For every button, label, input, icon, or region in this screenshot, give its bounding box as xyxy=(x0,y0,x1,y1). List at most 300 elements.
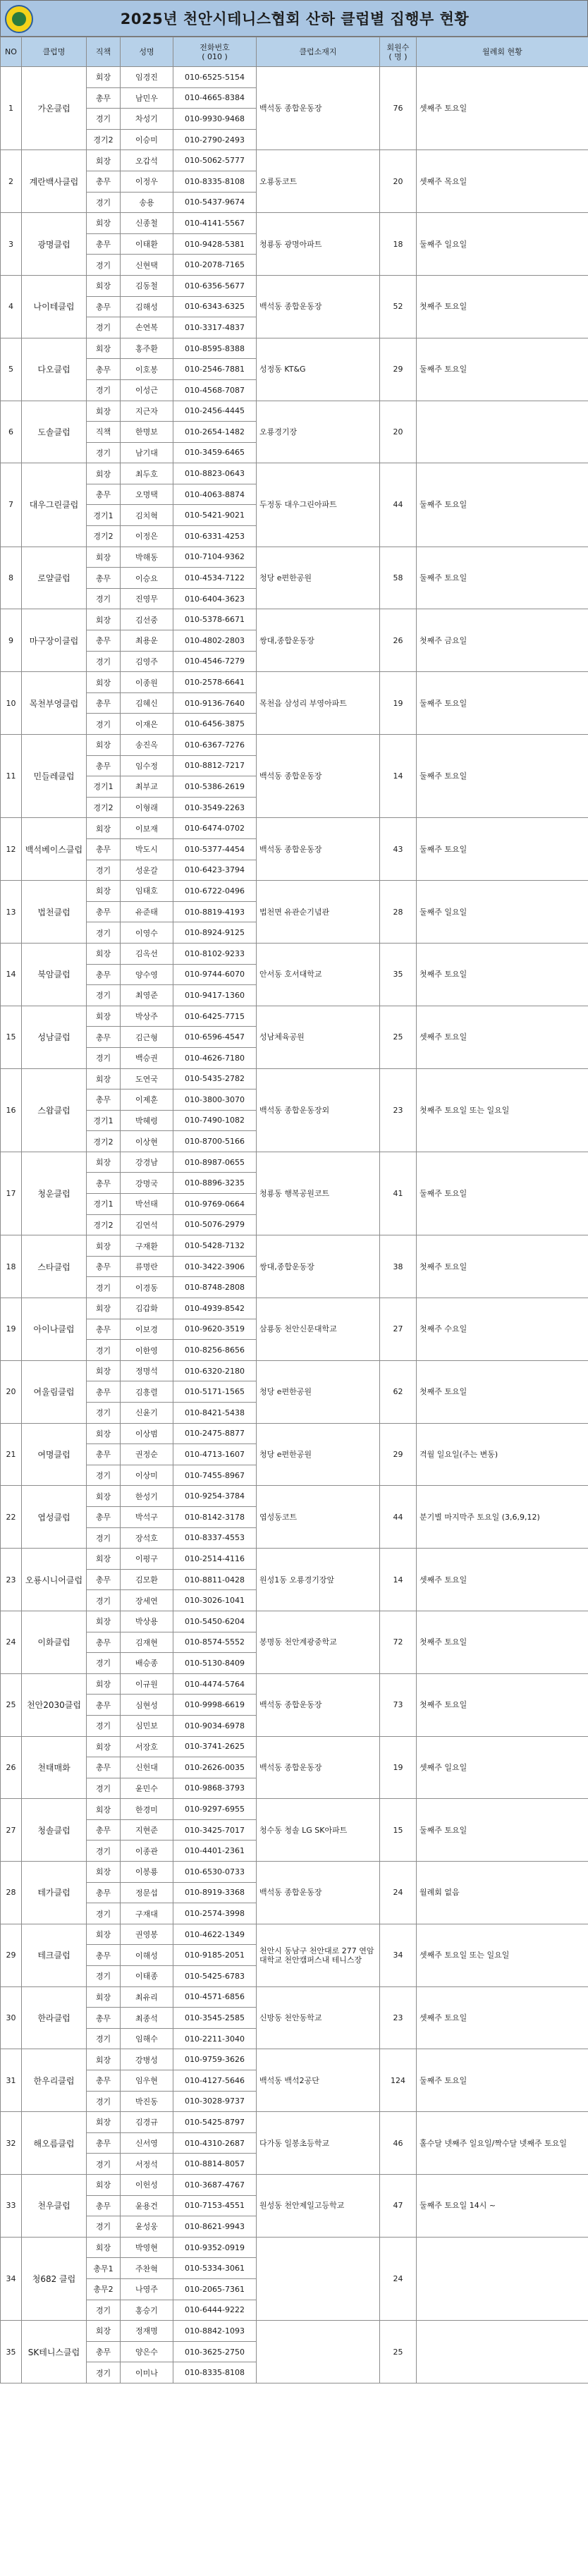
officer-phone: 010-4141-5567 xyxy=(173,213,257,234)
officer-phone: 010-2065-7361 xyxy=(173,2278,257,2300)
officer-role: 회장 xyxy=(87,2112,121,2133)
club-notes: 격월 일요일(주는 변동) xyxy=(417,1423,588,1486)
table-row xyxy=(1,463,588,484)
club-court: 삼룡동 천안신문대학교 xyxy=(257,1298,380,1361)
officer-role: 회장 xyxy=(87,1298,121,1319)
officer-phone: 010-4571-6856 xyxy=(173,1986,257,2008)
officer-role: 회장 xyxy=(87,1611,121,1632)
club-members: 44 xyxy=(380,1486,417,1549)
club-members: 14 xyxy=(380,735,417,818)
officer-role: 회장 xyxy=(87,1152,121,1173)
officer-name: 류명란 xyxy=(121,1256,173,1277)
club-court: 청수동 청솔 LG SK아파트 xyxy=(257,1799,380,1862)
club-notes: 셋째주 토요일 xyxy=(417,1006,588,1068)
club-no: 20 xyxy=(1,1360,22,1423)
club-no: 18 xyxy=(1,1235,22,1298)
officer-name: 윤성웅 xyxy=(121,2216,173,2238)
officer-role: 경기 xyxy=(87,1966,121,1987)
header-no: NO xyxy=(1,37,22,67)
officer-phone: 010-9620-3519 xyxy=(173,1319,257,1340)
header-phone xyxy=(173,37,257,67)
table-row xyxy=(1,1736,588,1757)
officer-phone: 010-4626-7180 xyxy=(173,1047,257,1068)
officer-name: 김흥렬 xyxy=(121,1381,173,1403)
officer-name: 정재명 xyxy=(121,2321,173,2342)
club-name: 북암클럽 xyxy=(22,943,87,1006)
club-court: 천안시 동남구 천안대로 277 연암대학교 천안캠퍼스내 테니스장 xyxy=(257,1924,380,1986)
officer-name: 이태환 xyxy=(121,233,173,255)
officer-phone: 010-3549-2263 xyxy=(173,797,257,818)
table-row xyxy=(1,735,588,756)
table-row xyxy=(1,67,588,88)
officer-name: 양은수 xyxy=(121,2341,173,2362)
club-no: 14 xyxy=(1,943,22,1006)
officer-name: 최용운 xyxy=(121,630,173,652)
club-court xyxy=(257,2321,380,2383)
officer-name: 이승요 xyxy=(121,568,173,589)
club-notes: 셋째주 토요일 xyxy=(417,1549,588,1611)
officer-name: 최영준 xyxy=(121,985,173,1006)
club-no: 8 xyxy=(1,547,22,609)
club-members: 26 xyxy=(380,609,417,672)
officer-role: 총무 xyxy=(87,233,121,255)
officer-role: 총무 xyxy=(87,171,121,192)
officer-phone: 010-8812-7217 xyxy=(173,755,257,776)
officer-phone: 010-2654-1482 xyxy=(173,422,257,443)
club-court: 백석동 종합운동장 xyxy=(257,1736,380,1799)
table-row xyxy=(1,1298,588,1319)
officer-role: 경기 xyxy=(87,442,121,463)
officer-phone: 010-2475-8877 xyxy=(173,1423,257,1444)
officer-name: 박선태 xyxy=(121,1194,173,1215)
club-name: 법천클럽 xyxy=(22,881,87,944)
club-no: 4 xyxy=(1,275,22,338)
officer-phone: 010-5334-3061 xyxy=(173,2258,257,2279)
club-name: 목천부영클럽 xyxy=(22,672,87,735)
officer-role: 총무 xyxy=(87,755,121,776)
officer-role: 회장 xyxy=(87,609,121,630)
officer-phone: 010-6367-7276 xyxy=(173,735,257,756)
officer-role: 경기 xyxy=(87,1778,121,1799)
officer-role: 회장 xyxy=(87,1486,121,1507)
officer-name: 박상용 xyxy=(121,1611,173,1632)
officer-role: 경기 xyxy=(87,2216,121,2238)
officer-name: 박석구 xyxy=(121,1506,173,1527)
club-members: 29 xyxy=(380,1423,417,1486)
club-no: 11 xyxy=(1,735,22,818)
officer-role: 경기 xyxy=(87,109,121,130)
officer-role: 총무 xyxy=(87,1173,121,1194)
header-club: 클럽명 xyxy=(22,37,87,67)
officer-role: 경기 xyxy=(87,1590,121,1611)
officer-role: 총무 xyxy=(87,87,121,109)
officer-role: 경기 xyxy=(87,192,121,213)
officer-name: 박상주 xyxy=(121,1006,173,1027)
officer-phone: 010-8814-8057 xyxy=(173,2154,257,2175)
club-court: 법천면 유관순기념관 xyxy=(257,881,380,944)
club-name: 여명클럽 xyxy=(22,1423,87,1486)
officer-role: 회장 xyxy=(87,1006,121,1027)
officer-role: 총무 xyxy=(87,1695,121,1716)
officer-name: 권정순 xyxy=(121,1444,173,1465)
officer-phone: 010-2574-3998 xyxy=(173,1903,257,1924)
club-court: 백석동 종합운동장 xyxy=(257,735,380,818)
officer-name: 진영무 xyxy=(121,588,173,609)
officer-phone: 010-8811-0428 xyxy=(173,1569,257,1590)
table-row xyxy=(1,1924,588,1945)
officer-name: 강경남 xyxy=(121,1152,173,1173)
officer-name: 서장호 xyxy=(121,1736,173,1757)
header-members-line2: ( 명 ) xyxy=(388,51,408,61)
officer-phone: 010-5171-1565 xyxy=(173,1381,257,1403)
officer-phone: 010-5062-5777 xyxy=(173,150,257,171)
officer-name: 장석호 xyxy=(121,1527,173,1549)
officer-phone: 010-2790-2493 xyxy=(173,129,257,150)
officer-name: 이정은 xyxy=(121,526,173,547)
club-notes: 월례회 없음 xyxy=(417,1862,588,1924)
table-row xyxy=(1,2112,588,2133)
club-members: 41 xyxy=(380,1152,417,1235)
officer-phone: 010-4939-8542 xyxy=(173,1298,257,1319)
club-notes: 둘째주 토요일 xyxy=(417,547,588,609)
officer-role: 총무 xyxy=(87,1506,121,1527)
officer-phone: 010-9759-3626 xyxy=(173,2049,257,2070)
club-notes xyxy=(417,2321,588,2383)
officer-name: 김혜신 xyxy=(121,692,173,714)
club-notes: 둘째주 토요일 xyxy=(417,1152,588,1235)
officer-name: 박진동 xyxy=(121,2091,173,2112)
officer-role: 회장 xyxy=(87,1736,121,1757)
club-no: 34 xyxy=(1,2237,22,2320)
officer-name: 김경규 xyxy=(121,2112,173,2133)
officer-role: 총무 xyxy=(87,838,121,860)
officer-name: 주찬혁 xyxy=(121,2258,173,2279)
officer-name: 차성기 xyxy=(121,109,173,130)
officer-name: 최부교 xyxy=(121,776,173,798)
club-members: 24 xyxy=(380,2237,417,2320)
officer-role: 경기2 xyxy=(87,129,121,150)
officer-phone: 010-7455-8967 xyxy=(173,1465,257,1486)
club-members: 28 xyxy=(380,881,417,944)
club-court: 백석동 종합운동장 xyxy=(257,275,380,338)
officer-name: 김옥선 xyxy=(121,943,173,964)
club-members: 52 xyxy=(380,275,417,338)
officer-phone: 010-6444-9222 xyxy=(173,2300,257,2321)
club-no: 22 xyxy=(1,1486,22,1549)
officer-name: 신윤기 xyxy=(121,1403,173,1424)
officer-phone: 010-3317-4837 xyxy=(173,317,257,338)
table-row xyxy=(1,150,588,171)
officer-role: 경기 xyxy=(87,2300,121,2321)
officer-name: 오명택 xyxy=(121,484,173,505)
officer-name: 이제훈 xyxy=(121,1089,173,1111)
officer-phone: 010-6525-5154 xyxy=(173,67,257,88)
officer-name: 김선중 xyxy=(121,609,173,630)
officer-name: 이봉룡 xyxy=(121,1862,173,1883)
club-notes xyxy=(417,401,588,463)
table-row xyxy=(1,1068,588,1089)
club-no: 10 xyxy=(1,672,22,735)
officer-phone: 010-3422-3906 xyxy=(173,1256,257,1277)
club-name: 로얄클럽 xyxy=(22,547,87,609)
officer-phone: 010-6404-3623 xyxy=(173,588,257,609)
officer-phone: 010-5378-6671 xyxy=(173,609,257,630)
club-notes: 둘째주 토요일 xyxy=(417,1799,588,1862)
club-court: 백석동 종합운동장 xyxy=(257,67,380,150)
officer-role: 경기1 xyxy=(87,505,121,526)
officer-phone: 010-8700-5166 xyxy=(173,1131,257,1152)
officer-role: 회장 xyxy=(87,275,121,296)
officer-role: 총무 xyxy=(87,2070,121,2092)
officer-role: 경기 xyxy=(87,922,121,944)
officer-phone: 010-4622-1349 xyxy=(173,1924,257,1945)
officer-phone: 010-8987-0655 xyxy=(173,1152,257,1173)
officer-role: 총무 xyxy=(87,296,121,317)
officer-phone: 010-8335-8108 xyxy=(173,2362,257,2383)
officer-role: 경기1 xyxy=(87,776,121,798)
club-court: 원성1동 오룡경기장앞 xyxy=(257,1549,380,1611)
table-row xyxy=(1,1862,588,1883)
club-notes: 첫째주 토요일 xyxy=(417,1611,588,1673)
officer-phone: 010-4474-5764 xyxy=(173,1673,257,1695)
officer-name: 강병성 xyxy=(121,2049,173,2070)
table-row xyxy=(1,672,588,693)
officer-role: 총무 xyxy=(87,1945,121,1966)
table-row xyxy=(1,1673,588,1695)
club-court: 청당 e편한공원 xyxy=(257,1423,380,1486)
table-row xyxy=(1,213,588,234)
officer-phone: 010-8421-5438 xyxy=(173,1403,257,1424)
officer-phone: 010-4310-2687 xyxy=(173,2132,257,2154)
officer-name: 이상범 xyxy=(121,1423,173,1444)
officer-phone: 010-2211-3040 xyxy=(173,2028,257,2049)
club-no: 25 xyxy=(1,1673,22,1736)
table-row xyxy=(1,2049,588,2070)
officer-phone: 010-9417-1360 xyxy=(173,985,257,1006)
table-row xyxy=(1,1423,588,1444)
officer-role: 회장 xyxy=(87,150,121,171)
officer-phone: 010-3687-4767 xyxy=(173,2174,257,2195)
officer-role: 총무 xyxy=(87,2195,121,2216)
club-members: 25 xyxy=(380,2321,417,2383)
club-name: 청솔클럽 xyxy=(22,1799,87,1862)
club-notes: 둘째주 토요일 xyxy=(417,338,588,401)
officer-role: 회장 xyxy=(87,2174,121,2195)
officer-phone: 010-8102-9233 xyxy=(173,943,257,964)
officer-role: 총무 xyxy=(87,484,121,505)
officer-name: 신종철 xyxy=(121,213,173,234)
table-row xyxy=(1,1235,588,1257)
club-court: 쌍대,종합운동장 xyxy=(257,609,380,672)
officer-role: 회장 xyxy=(87,67,121,88)
officer-role: 총무 xyxy=(87,1819,121,1841)
officer-role: 경기 xyxy=(87,714,121,735)
club-notes: 셋째주 토요일 또는 일요일 xyxy=(417,1924,588,1986)
officer-name: 이해성 xyxy=(121,1945,173,1966)
officer-role: 경기 xyxy=(87,651,121,672)
officer-name: 이종원 xyxy=(121,672,173,693)
officer-phone: 010-9744-6070 xyxy=(173,964,257,985)
officer-name: 신현택 xyxy=(121,255,173,276)
officer-role: 경기 xyxy=(87,2154,121,2175)
club-court: 청당 e편한공원 xyxy=(257,1360,380,1423)
officer-phone: 010-8819-4193 xyxy=(173,901,257,922)
club-name: 청운클럽 xyxy=(22,1152,87,1235)
officer-name: 한경미 xyxy=(121,1799,173,1820)
officer-phone: 010-6722-0496 xyxy=(173,881,257,902)
club-members: 62 xyxy=(380,1360,417,1423)
officer-name: 김치혁 xyxy=(121,505,173,526)
club-members: 20 xyxy=(380,401,417,463)
officer-name: 이정우 xyxy=(121,171,173,192)
club-no: 16 xyxy=(1,1068,22,1152)
officer-name: 이보경 xyxy=(121,1319,173,1340)
officer-name: 홍주환 xyxy=(121,338,173,359)
officer-phone: 010-3625-2750 xyxy=(173,2341,257,2362)
officer-phone: 010-6331-4253 xyxy=(173,526,257,547)
club-no: 12 xyxy=(1,818,22,881)
club-name: 천우클럽 xyxy=(22,2174,87,2237)
officer-role: 총무 xyxy=(87,1882,121,1903)
officer-role: 경기 xyxy=(87,1841,121,1862)
header-phone-line1: 전화번호 xyxy=(200,42,230,52)
officer-role: 회장 xyxy=(87,1862,121,1883)
officer-phone: 010-7490-1082 xyxy=(173,1110,257,1131)
club-no: 5 xyxy=(1,338,22,401)
club-court: 백석동 종합운동장외 xyxy=(257,1068,380,1152)
officer-name: 구재환 xyxy=(121,1235,173,1257)
club-no: 7 xyxy=(1,463,22,547)
officer-role: 총무 xyxy=(87,630,121,652)
table-row xyxy=(1,2237,588,2258)
officer-role: 총무 xyxy=(87,1089,121,1111)
table-row xyxy=(1,338,588,359)
officer-name: 이상미 xyxy=(121,1465,173,1486)
officer-name: 이승미 xyxy=(121,129,173,150)
officer-name: 이성근 xyxy=(121,379,173,401)
club-name: 여울림클럽 xyxy=(22,1360,87,1423)
officer-name: 이호봉 xyxy=(121,359,173,380)
officer-role: 총무 xyxy=(87,1381,121,1403)
officer-name: 한성기 xyxy=(121,1486,173,1507)
officer-role: 총무 xyxy=(87,1027,121,1048)
page-title: 2025년 천안시테니스협회 산하 클럽별 집행부 현황 xyxy=(120,11,470,28)
club-court: 두정동 대우그린아파트 xyxy=(257,463,380,547)
club-notes: 첫째주 토요일 또는 일요일 xyxy=(417,1068,588,1152)
club-name: 엽성클럽 xyxy=(22,1486,87,1549)
officer-name: 윤민수 xyxy=(121,1778,173,1799)
officer-role: 경기 xyxy=(87,255,121,276)
officer-name: 박혜령 xyxy=(121,1110,173,1131)
officer-name: 이영수 xyxy=(121,922,173,944)
officer-phone: 010-8256-8656 xyxy=(173,1340,257,1361)
club-members: 124 xyxy=(380,2049,417,2112)
club-name: 다오클럽 xyxy=(22,338,87,401)
club-notes: 첫째주 토요일 xyxy=(417,1360,588,1423)
officer-phone: 010-5425-6783 xyxy=(173,1966,257,1987)
club-court: 엽성동코트 xyxy=(257,1486,380,1549)
officer-role: 경기1 xyxy=(87,1110,121,1131)
header-notes: 월례회 현황 xyxy=(417,37,588,67)
officer-role: 경기 xyxy=(87,1527,121,1549)
club-no: 30 xyxy=(1,1986,22,2049)
officer-name: 이재은 xyxy=(121,714,173,735)
officer-phone: 010-8842-1093 xyxy=(173,2321,257,2342)
club-members: 20 xyxy=(380,150,417,213)
officer-phone: 010-6423-3794 xyxy=(173,860,257,881)
officer-phone: 010-3028-9737 xyxy=(173,2091,257,2112)
officer-name: 양수영 xyxy=(121,964,173,985)
header-name: 성명 xyxy=(121,37,173,67)
club-members: 15 xyxy=(380,1799,417,1862)
officer-role: 경기 xyxy=(87,1653,121,1674)
club-name: 한라클럽 xyxy=(22,1986,87,2049)
officer-name: 남기대 xyxy=(121,442,173,463)
club-members: 23 xyxy=(380,1068,417,1152)
officer-phone: 010-4713-1607 xyxy=(173,1444,257,1465)
officer-phone: 010-2578-6641 xyxy=(173,672,257,693)
officer-name: 박해동 xyxy=(121,547,173,568)
officer-name: 송진옥 xyxy=(121,735,173,756)
club-court: 원성동 천안제일고등학교 xyxy=(257,2174,380,2237)
club-no: 23 xyxy=(1,1549,22,1611)
officer-name: 도연국 xyxy=(121,1068,173,1089)
officer-phone: 010-3741-2625 xyxy=(173,1736,257,1757)
officer-name: 배승종 xyxy=(121,1653,173,1674)
club-court: 오룡동코트 xyxy=(257,150,380,213)
title-bar xyxy=(0,0,588,37)
officer-role: 총무 xyxy=(87,1319,121,1340)
officer-role: 회장 xyxy=(87,2321,121,2342)
header-members-line1: 회원수 xyxy=(386,42,410,52)
table-row xyxy=(1,881,588,902)
officer-name: 이보재 xyxy=(121,818,173,839)
officer-name: 김동철 xyxy=(121,275,173,296)
club-name: 천안2030클럽 xyxy=(22,1673,87,1736)
officer-phone: 010-6596-4547 xyxy=(173,1027,257,1048)
officer-phone: 010-5450-6204 xyxy=(173,1611,257,1632)
officer-name: 임해수 xyxy=(121,2028,173,2049)
officer-name: 김연석 xyxy=(121,1214,173,1235)
officer-name: 정명석 xyxy=(121,1360,173,1381)
club-court: 안서동 호서대학교 xyxy=(257,943,380,1006)
club-name: 천태매화 xyxy=(22,1736,87,1799)
table-body xyxy=(1,67,588,2383)
club-name: 테크클럽 xyxy=(22,1924,87,1986)
officer-role: 경기 xyxy=(87,860,121,881)
officer-name: 김갑화 xyxy=(121,1298,173,1319)
club-no: 13 xyxy=(1,881,22,944)
table-row xyxy=(1,1799,588,1820)
officer-phone: 010-8896-3235 xyxy=(173,1173,257,1194)
header-phone-line2: ( 010 ) xyxy=(202,51,228,61)
officer-role: 총무1 xyxy=(87,2258,121,2279)
club-no: 27 xyxy=(1,1799,22,1862)
table-row xyxy=(1,2174,588,2195)
club-members: 43 xyxy=(380,818,417,881)
officer-name: 심현성 xyxy=(121,1695,173,1716)
club-court: 다가동 일봉초등학교 xyxy=(257,2112,380,2175)
officer-phone: 010-4665-8384 xyxy=(173,87,257,109)
officer-role: 경기1 xyxy=(87,1194,121,1215)
officer-name: 나영주 xyxy=(121,2278,173,2300)
officer-phone: 010-2078-7165 xyxy=(173,255,257,276)
officer-name: 임수정 xyxy=(121,755,173,776)
officer-name: 성운갈 xyxy=(121,860,173,881)
officer-role: 경기2 xyxy=(87,797,121,818)
table-row xyxy=(1,1006,588,1027)
club-court: 목천읍 삼성리 부영아파트 xyxy=(257,672,380,735)
